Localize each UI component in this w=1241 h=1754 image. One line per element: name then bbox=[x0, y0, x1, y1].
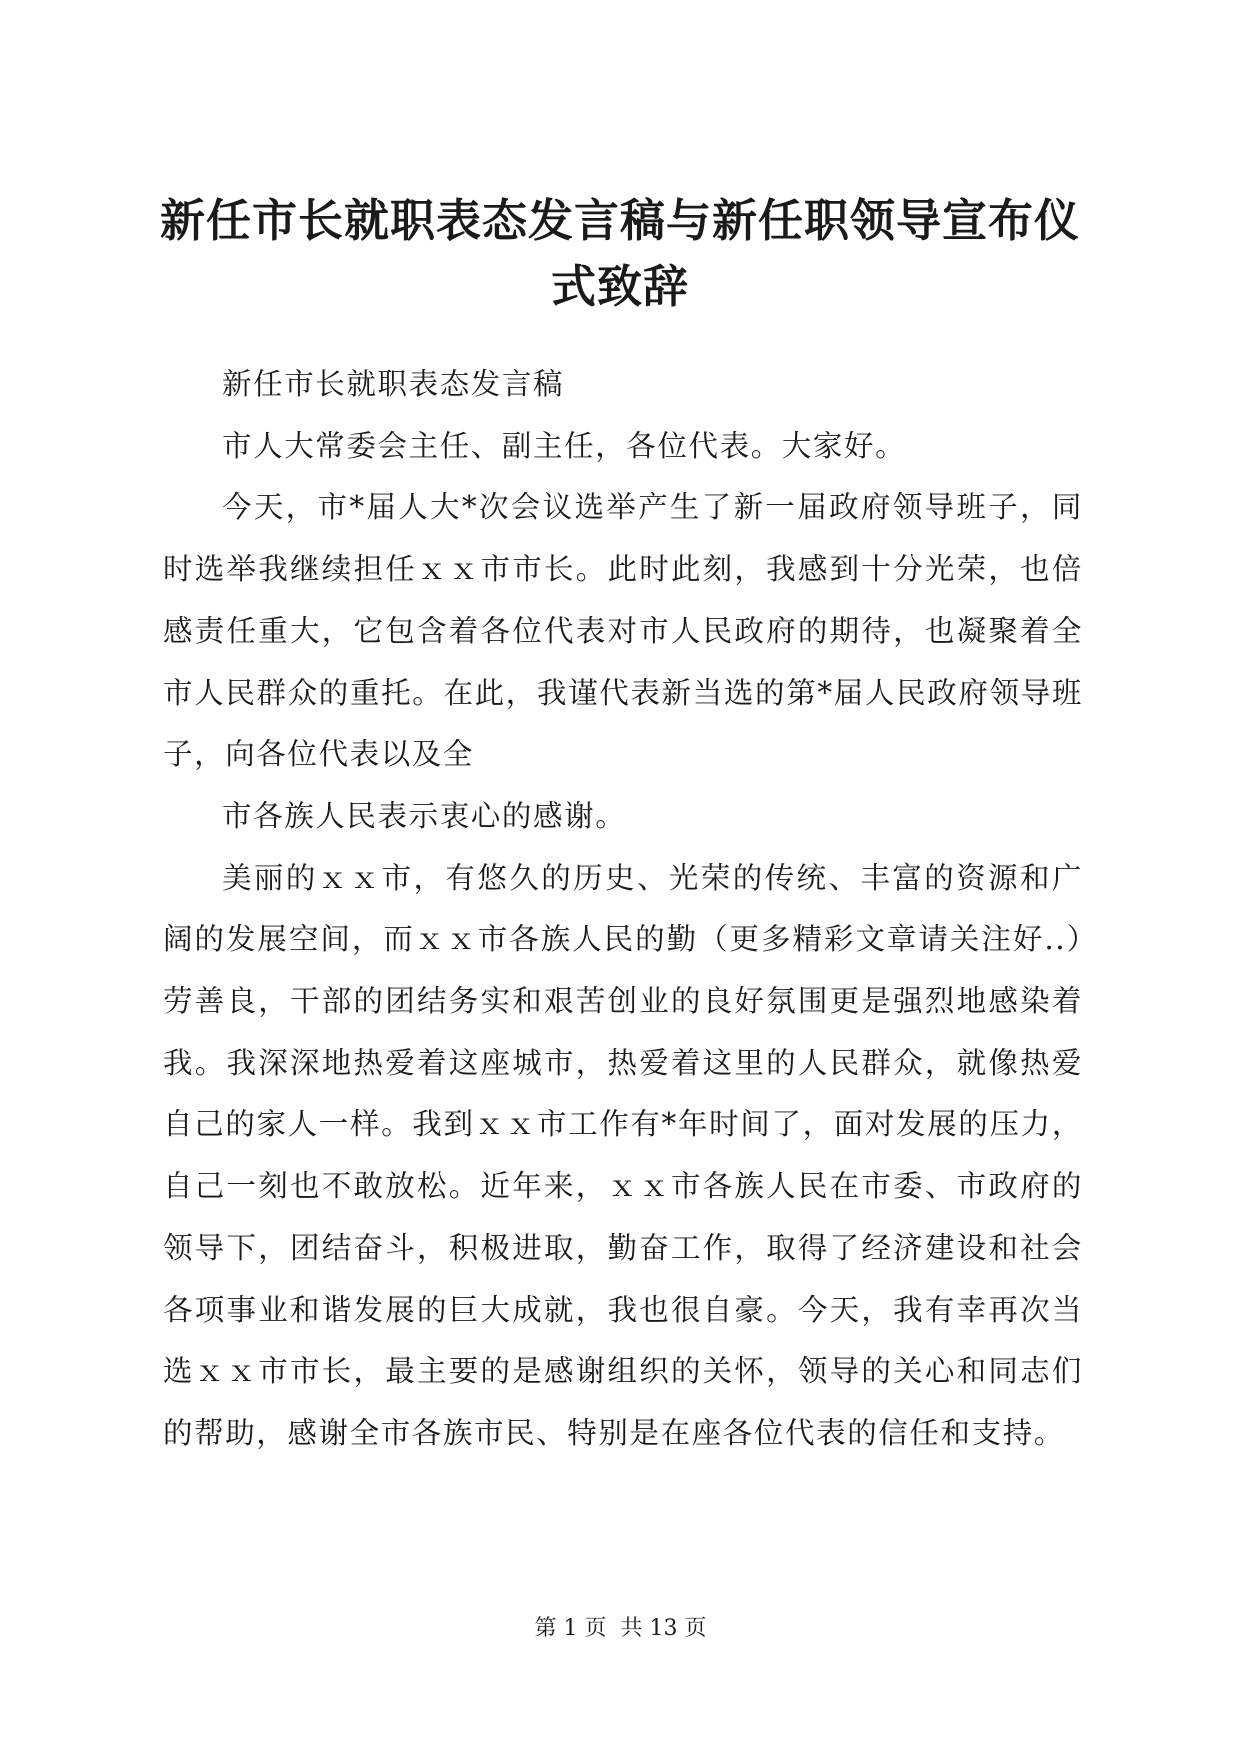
salutation-paragraph: 市人大常委会主任、副主任，各位代表。大家好。 bbox=[222, 428, 907, 463]
document-title: 新任市长就职表态发言稿与新任职领导宣布仪式致辞 bbox=[159, 194, 1080, 313]
document-body bbox=[163, 354, 1083, 1465]
page-footer bbox=[0, 1614, 1241, 1644]
body-paragraph: 美丽的ｘｘ市，有悠久的历史、光荣的传统、丰富的资源和广阔的发展空间，而ｘｘ市各族人民的勤（更多精彩文章请关注好..）劳善良，干部的团结务实和艰苦创业的良好氛围更是强烈地感染着我。我深深地热爱着这座城市，热爱着这里的人民群众，就像热爱自己的家人一样。我到ｘｘ市工作有*年时间了，面对发展的压力，自己一刻也不敢放松。近年来，ｘｘ市各族人民在市委、市政府的领导下，团结奋斗，积极进取，勤奋工作，取得了经济建设和社会各项事业和谐发展的巨大成就，我也很自豪。今天，我有幸再次当选ｘｘ市市长，最主要的是感谢组织的关怀，领导的关心和同志们的帮助，感谢全市各族市民、特别是在座各位代表的信任和支持。 bbox=[163, 860, 1083, 1450]
page-number-label: 第 1 页 共 13 页 bbox=[534, 1616, 707, 1641]
subtitle-paragraph: 新任市长就职表态发言稿 bbox=[222, 367, 565, 401]
body-paragraph: 市各族人民表示衷心的感谢。 bbox=[222, 798, 627, 833]
body-paragraph: 今天，市*届人大*次会议选举产生了新一届政府领导班子，同时选举我继续担任ｘｘ市市长。此时此刻，我感到十分光荣，也倍感责任重大，它包含着各位代表对市人民政府的期待，也凝聚着全市人民群众的重托。在此，我谨代表新当选的第*届人民政府领导班子，向各位代表以及全 bbox=[163, 490, 1083, 772]
